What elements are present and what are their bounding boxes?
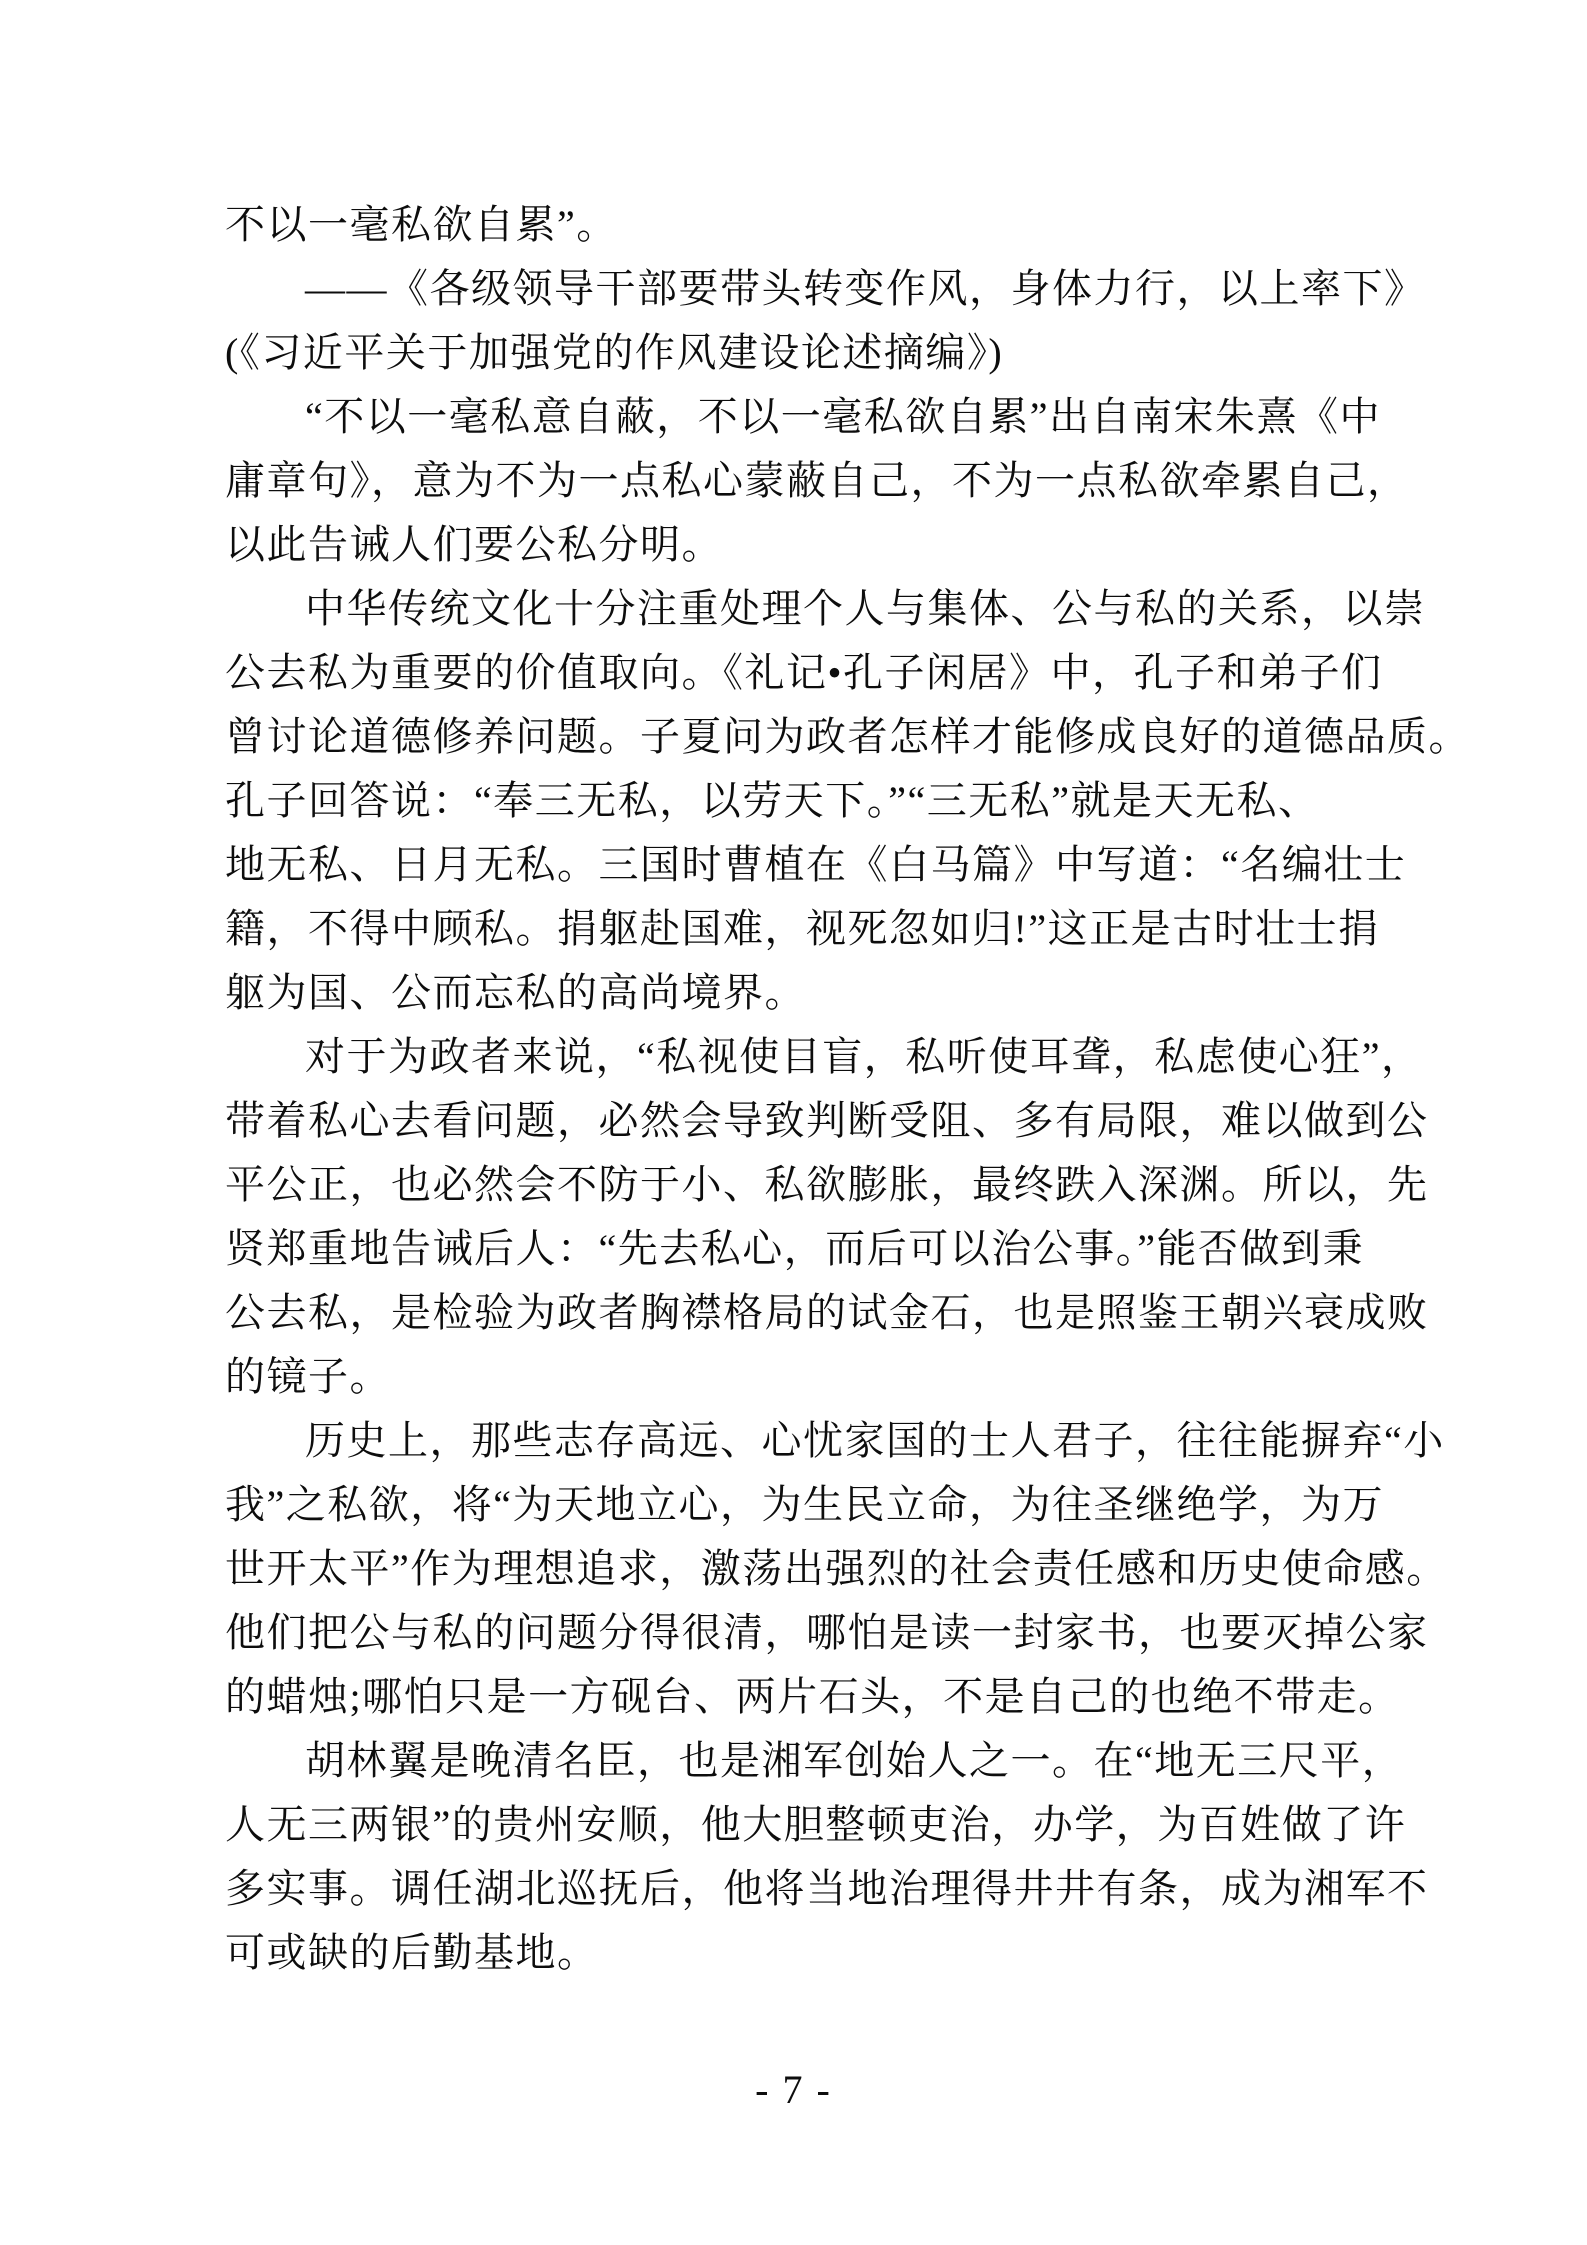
text-line: 曾讨论道德修养问题。子夏问为政者怎样才能修成良好的道德品质。 [225, 714, 1470, 759]
text-line: 他们把公与私的问题分得很清，哪怕是读一封家书，也要灭掉公家 [225, 1610, 1429, 1655]
text-line: 我”之私欲，将“为天地立心，为生民立命，为往圣继绝学，为万 [225, 1482, 1385, 1527]
text-line: “不以一毫私意自蔽，不以一毫私欲自累”出自南宋朱熹《中 [305, 394, 1382, 439]
text-line: 平公正，也必然会不防于小、私欲膨胀，最终跌入深渊。所以，先 [225, 1162, 1429, 1207]
text-line: 多实事。调任湖北巡抚后，他将当地治理得井井有条，成为湘军不 [225, 1866, 1429, 1911]
text-line: 的镜子。 [225, 1354, 391, 1399]
text-line: 籍，不得中顾私。捐躯赴国难，视死忽如归!”这正是古时壮士捐 [225, 906, 1380, 951]
text-line: 的蜡烛;哪怕只是一方砚台、两片石头，不是自己的也绝不带走。 [225, 1674, 1400, 1719]
text-line: 人无三两银”的贵州安顺，他大胆整顿吏治，办学，为百姓做了许 [225, 1802, 1407, 1847]
text-line: 孔子回答说：“奉三无私，以劳天下。”“三无私”就是天无私、 [225, 778, 1320, 823]
text-line: 地无私、日月无私。三国时曹植在《白马篇》中写道：“名编壮士 [225, 842, 1407, 887]
text-line: 历史上，那些志存高远、心忧家国的士人君子，往往能摒弃“小 [305, 1418, 1445, 1463]
text-line: 庸章句》，意为不为一点私心蒙蔽自己，不为一点私欲牵累自己， [225, 458, 1409, 503]
text-line: 对于为政者来说，“私视使目盲，私听使耳聋，私虑使心狂”， [305, 1034, 1423, 1079]
text-line: (《习近平关于加强党的作风建设论述摘编》) [225, 330, 1004, 375]
text-line: 公去私，是检验为政者胸襟格局的试金石，也是照鉴王朝兴衰成败 [225, 1290, 1429, 1335]
text-line: 贤郑重地告诫后人：“先去私心，而后可以治公事。”能否做到秉 [225, 1226, 1365, 1271]
body-text [225, 193, 1470, 1985]
text-line: 世开太平”作为理想追求，激荡出强烈的社会责任感和历史使命感。 [225, 1546, 1448, 1591]
text-line: 带着私心去看问题，必然会导致判断受阻、多有局限，难以做到公 [225, 1098, 1429, 1143]
text-line: ——《各级领导干部要带头转变作风，身体力行，以上率下》 [305, 266, 1426, 311]
text-line: 可或缺的后勤基地。 [225, 1930, 599, 1975]
text-line: 胡林翼是晚清名臣，也是湘军创始人之一。在“地无三尺平， [305, 1738, 1404, 1783]
page-number: - 7 - [755, 2067, 832, 2112]
text-line: 不以一毫私欲自累”。 [225, 202, 618, 247]
text-line: 以此告诫人们要公私分明。 [225, 522, 723, 567]
text-line: 躯为国、公而忘私的高尚境界。 [225, 970, 806, 1015]
text-line: 中华传统文化十分注重处理个人与集体、公与私的关系，以崇 [305, 586, 1426, 631]
text-line: 公去私为重要的价值取向。《礼记•孔子闲居》中，孔子和弟子们 [225, 650, 1383, 695]
